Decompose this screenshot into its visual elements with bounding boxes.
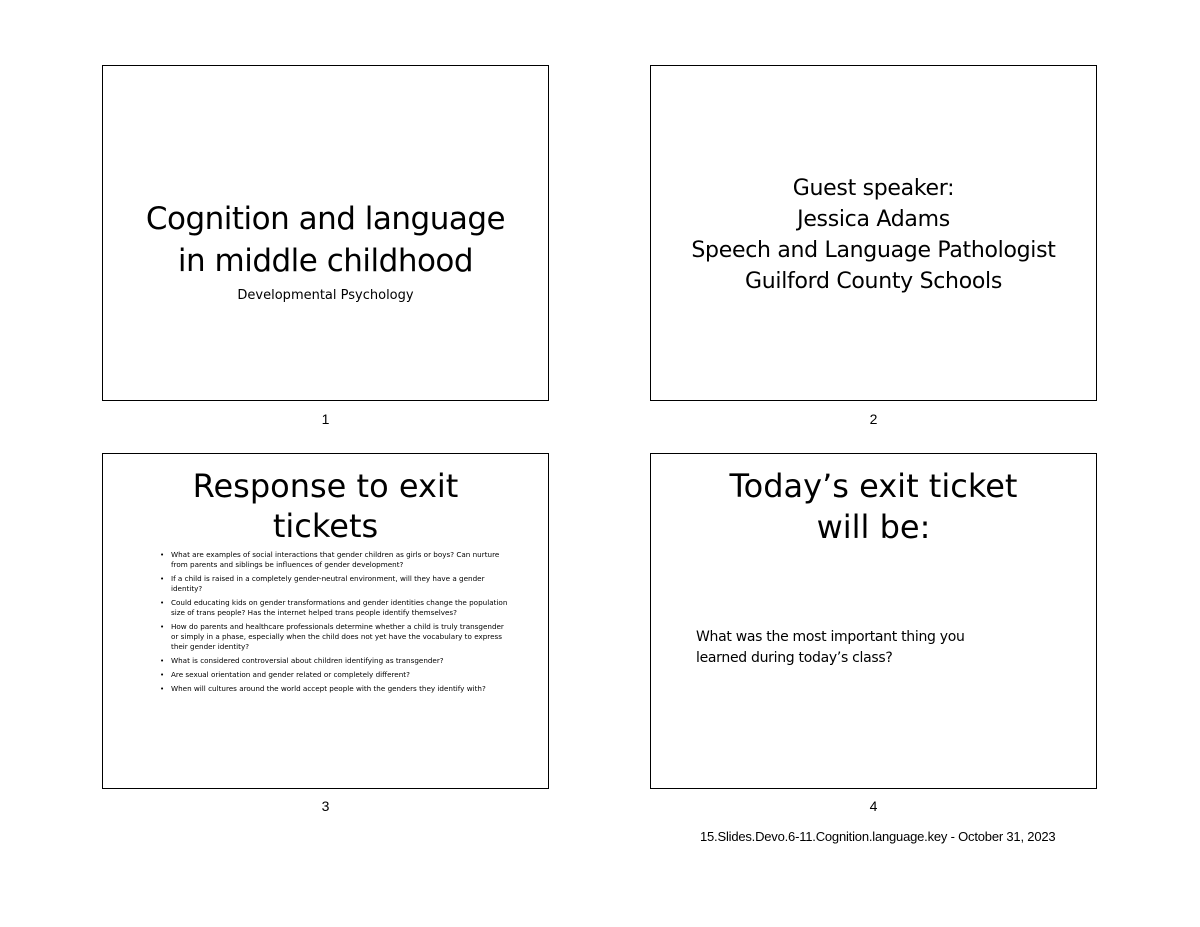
bullet-text: If a child is raised in a completely gender-neutral environment, will they have a gender identity? [171, 574, 485, 593]
slide-3-title-line-2: tickets [272, 507, 379, 545]
slide-number-1: 1 [321, 411, 330, 427]
bullet-text: What are examples of social interactions that gender children as girls or boys? Can nurture from parents and siblings be influences of gender development? [171, 550, 500, 569]
slide-4-question-line-1: What was the most important thing you [696, 629, 965, 645]
bullet-icon: • [160, 599, 165, 607]
slide-2 [650, 65, 1097, 401]
slide-number-2: 2 [869, 411, 878, 427]
list-item [157, 622, 513, 652]
slide-3-bullet-list [157, 550, 513, 698]
slide-4 [650, 453, 1097, 789]
slide-2-line-2: Jessica Adams [797, 207, 950, 232]
slide-2-body [651, 173, 1096, 297]
list-item [157, 598, 513, 618]
list-item [157, 574, 513, 594]
slide-3-title [103, 466, 548, 546]
bullet-icon: • [160, 551, 165, 559]
slide-1-title-line-2: in middle childhood [177, 243, 474, 279]
slide-4-question-line-2: learned during today’s class? [696, 650, 893, 666]
slide-2-line-4: Guilford County Schools [745, 269, 1002, 294]
slide-2-line-3: Speech and Language Pathologist [691, 238, 1056, 263]
slide-1-subtitle: Developmental Psychology [237, 288, 414, 303]
slide-number-4: 4 [869, 798, 878, 814]
slide-2-line-1: Guest speaker: [792, 176, 955, 201]
bullet-text: Are sexual orientation and gender related or completely different? [171, 670, 410, 679]
slide-1-title [103, 198, 548, 282]
list-item [157, 670, 513, 680]
slide-4-title-line-1: Today’s exit ticket [729, 467, 1018, 505]
slide-4-question [696, 627, 1016, 669]
slide-3-title-line-1: Response to exit [192, 467, 459, 505]
bullet-text: What is considered controversial about children identifying as transgender? [171, 656, 444, 665]
slide-1 [102, 65, 549, 401]
bullet-text: When will cultures around the world accept people with the genders they identify with? [171, 684, 486, 693]
list-item [157, 550, 513, 570]
slide-1-title-line-1: Cognition and language [145, 201, 506, 237]
bullet-text: How do parents and healthcare professionals determine whether a child is truly transgender or simply in a phase, especially when the child does not yet have the vocabulary to express their gender identity? [171, 622, 504, 651]
slide-number-3: 3 [321, 798, 330, 814]
bullet-icon: • [160, 657, 165, 665]
list-item [157, 684, 513, 694]
slide-4-title [651, 466, 1096, 548]
bullet-icon: • [160, 623, 165, 631]
bullet-text: Could educating kids on gender transformations and gender identities change the population size of trans people? Has the internet helped trans people identify themselves? [171, 598, 508, 617]
bullet-icon: • [160, 671, 165, 679]
list-item [157, 656, 513, 666]
bullet-icon: • [160, 575, 165, 583]
slide-3 [102, 453, 549, 789]
page-footer: 15.Slides.Devo.6-11.Cognition.language.key - October 31, 2023 [700, 829, 1056, 844]
bullet-icon: • [160, 685, 165, 693]
slide-4-title-line-2: will be: [816, 508, 931, 546]
